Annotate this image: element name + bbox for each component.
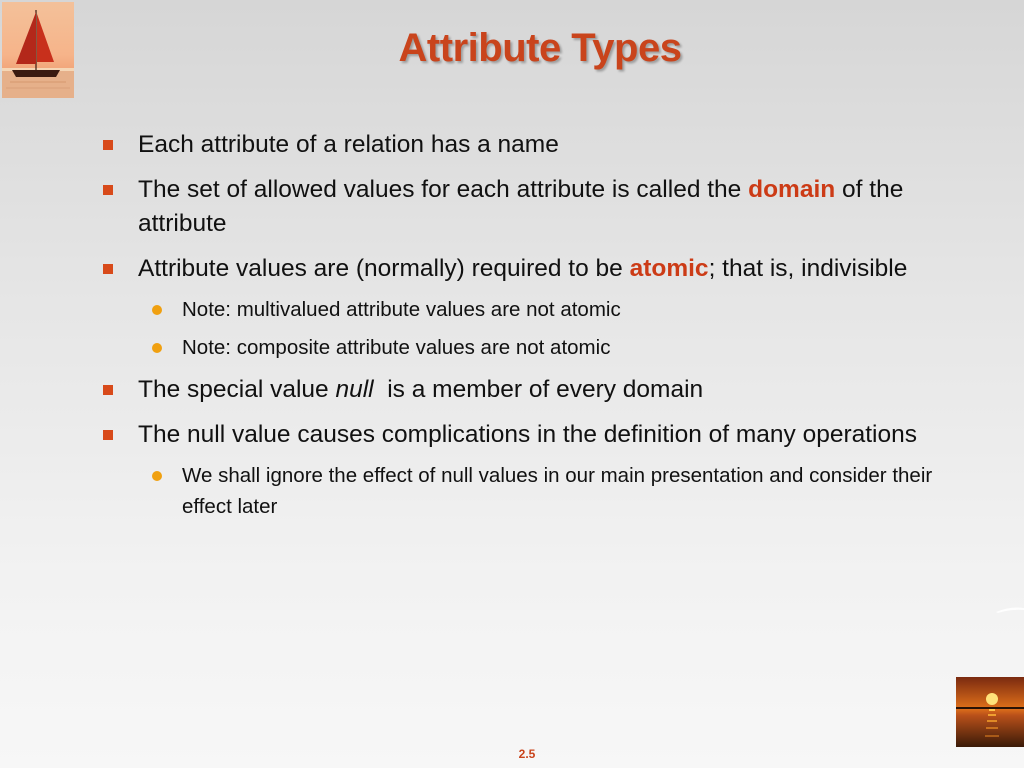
square-bullet-icon bbox=[103, 140, 113, 150]
bullet-text-prefix: The set of allowed values for each attribute is called the bbox=[138, 176, 749, 203]
keyword-atomic: atomic bbox=[629, 255, 709, 282]
square-bullet-icon bbox=[103, 185, 113, 195]
bullet-item bbox=[100, 418, 960, 452]
page-number: 2.5 bbox=[518, 747, 536, 761]
sunset-logo-icon bbox=[956, 677, 1024, 747]
bullet-text-suffix: of the attribute bbox=[138, 176, 904, 237]
bullet-text: The null value causes complications in the definition of many operations bbox=[138, 421, 917, 448]
sub-bullet-item bbox=[100, 460, 960, 522]
bullet-item bbox=[100, 173, 960, 241]
round-bullet-icon bbox=[152, 305, 162, 315]
square-bullet-icon bbox=[103, 385, 113, 395]
square-bullet-icon bbox=[103, 264, 113, 274]
square-bullet-icon bbox=[103, 430, 113, 440]
round-bullet-icon bbox=[152, 471, 162, 481]
bullet-text: Each attribute of a relation has a name bbox=[138, 131, 559, 158]
bullet-text-prefix: The special value bbox=[138, 376, 336, 403]
slide-content bbox=[100, 128, 960, 532]
keyword-null: null bbox=[335, 376, 374, 403]
bullet-text-suffix: is a member of every domain bbox=[373, 376, 704, 403]
keyword-domain: domain bbox=[748, 176, 836, 203]
decorative-swoosh-icon bbox=[996, 600, 1024, 640]
sub-bullet-text: We shall ignore the effect of null values in our main presentation and consider their effect later bbox=[182, 464, 933, 518]
sub-bullet-item bbox=[100, 332, 960, 363]
sub-bullet-text: Note: composite attribute values are not atomic bbox=[182, 336, 611, 359]
bullet-text-suffix: ; that is, indivisible bbox=[708, 255, 908, 282]
round-bullet-icon bbox=[152, 343, 162, 353]
bullet-item bbox=[100, 373, 960, 407]
sub-bullet-text: Note: multivalued attribute values are not atomic bbox=[182, 298, 621, 321]
sub-bullet-item bbox=[100, 294, 960, 325]
bullet-text-prefix: Attribute values are (normally) required to be bbox=[138, 255, 630, 282]
bullet-item bbox=[100, 128, 960, 162]
bullet-item bbox=[100, 252, 960, 286]
slide-title: Attribute Types bbox=[398, 26, 682, 70]
